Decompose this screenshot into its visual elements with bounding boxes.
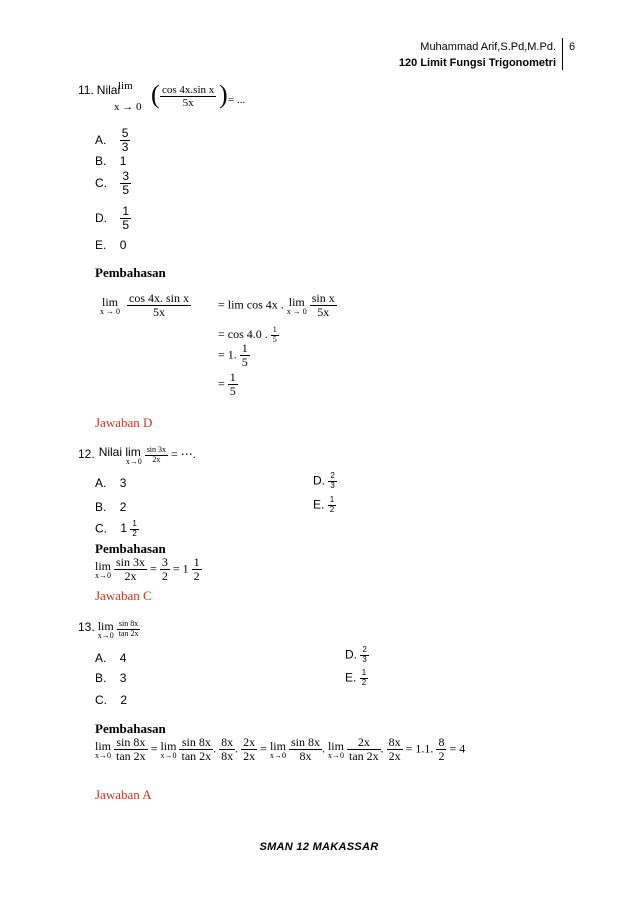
footer-school: SMAN 12 MAKASSAR — [259, 841, 379, 853]
step-den: 2 — [161, 569, 168, 584]
option-den: 3 — [362, 654, 367, 664]
step-den: 2x — [388, 749, 401, 764]
option-letter: E. — [95, 238, 107, 252]
q12-option-c — [95, 520, 139, 539]
option-den: 5 — [122, 218, 130, 233]
step-num: sin 8x — [114, 736, 148, 750]
option-num: 1 — [361, 668, 367, 677]
step-text: = 1. — [218, 347, 237, 362]
limit-operator: lim x → 0 — [100, 294, 120, 316]
question-11 — [78, 83, 120, 98]
step-num: 1 — [272, 325, 277, 334]
q13-option-a — [95, 651, 126, 665]
step-den: 8x — [221, 749, 234, 764]
option-letter: E. — [345, 670, 357, 685]
header-divider — [562, 38, 563, 70]
limit-operator: lim x→0 — [95, 738, 112, 760]
q12-number: 12. — [78, 447, 95, 462]
option-den: 3 — [121, 140, 129, 155]
limit-operator: lim x→0 — [95, 558, 112, 580]
step-num: 1 — [241, 341, 248, 355]
step-den: 2x — [243, 749, 256, 764]
option-den: 2 — [329, 504, 335, 514]
q13-number: 13. — [78, 620, 95, 634]
option-den: 2 — [132, 528, 137, 538]
option-num: 1 — [122, 204, 130, 218]
q13-pembahasan: Pembahasan — [95, 721, 166, 736]
q12-pembahasan: Pembahasan — [95, 541, 166, 556]
option-value: 3 — [119, 671, 127, 685]
step-den: 5 — [229, 384, 236, 399]
option-value: 1 — [119, 154, 127, 168]
q11-step4 — [218, 371, 238, 398]
option-value: 2 — [120, 693, 128, 707]
step-num: sin 3x — [116, 555, 146, 569]
option-letter: C. — [95, 693, 107, 707]
limit-operator: lim x → 0 — [286, 294, 307, 316]
option-value: 4 — [119, 651, 127, 665]
option-letter: B. — [95, 500, 107, 514]
step-text: = 1.1. — [405, 741, 434, 756]
limit-operator: lim x→0 — [327, 738, 344, 760]
q12-answer: Jawaban C — [95, 588, 152, 603]
q13-numerator: sin 8x — [117, 620, 141, 630]
option-letter: A. — [95, 476, 107, 490]
option-num: 2 — [362, 645, 367, 654]
q11-tail: = ... — [228, 94, 246, 106]
q12-solution — [95, 556, 202, 583]
step-den: 5x — [153, 305, 165, 320]
q12-option-b — [95, 500, 126, 514]
q13-option-c — [95, 693, 127, 707]
q11-numerator: cos 4x.sin x — [162, 84, 215, 96]
step-num: 1 — [229, 370, 236, 384]
q11-option-a — [95, 127, 130, 154]
question-12 — [78, 446, 196, 466]
q13-denominator: tan 2x — [118, 628, 139, 638]
q13-option-b — [95, 671, 126, 685]
q11-option-d — [95, 205, 131, 232]
q11-denominator: 5x — [182, 97, 194, 110]
step-text: = — [150, 561, 157, 576]
step-num: 8x — [221, 735, 234, 749]
step-text: = — [260, 741, 267, 756]
option-letter: B. — [95, 671, 107, 685]
q11-step1 — [100, 292, 191, 319]
q11-pembahasan: Pembahasan — [95, 265, 166, 280]
header-author: Muhammad Arif,S.Pd,M.Pd. — [420, 41, 556, 53]
step-den: 5 — [272, 334, 277, 344]
q11-lim-sub: x → 0 — [114, 101, 142, 113]
step-text: = 1 — [172, 561, 189, 576]
option-num: 1 — [132, 519, 137, 528]
option-letter: E. — [313, 497, 325, 512]
limit-operator: lim x→0 — [269, 738, 286, 760]
step-den: 2 — [193, 569, 200, 584]
q11-lim: lim — [118, 80, 133, 92]
step-den: tan 2x — [116, 749, 146, 764]
option-den: 2 — [361, 677, 367, 687]
step-num: 2x — [243, 735, 256, 749]
q12-tail: = ⋯. — [171, 447, 196, 462]
q11-option-b — [95, 154, 126, 168]
step-num: 1 — [193, 555, 200, 569]
option-letter: D. — [95, 210, 107, 225]
q11-option-c — [95, 170, 131, 197]
step-num: 3 — [161, 555, 168, 569]
option-value: 3 — [119, 476, 127, 490]
step-text: = lim cos 4x . — [218, 297, 284, 312]
q11-intro: Nilai — [96, 83, 121, 97]
step-den: 5x — [317, 305, 330, 320]
step-den: 2 — [438, 749, 445, 764]
limit-operator: lim x→0 — [160, 738, 177, 760]
option-letter: C. — [95, 175, 107, 190]
q11-step1-right — [218, 292, 337, 319]
option-letter: A. — [95, 132, 107, 147]
step-num: 8x — [388, 735, 401, 749]
step-den: 2x — [124, 569, 137, 584]
step-text: = — [218, 376, 225, 391]
option-value: 2 — [119, 500, 127, 514]
option-den: 3 — [330, 480, 335, 490]
option-letter: D. — [345, 647, 357, 662]
step-den: 8x — [299, 749, 312, 764]
option-value: 0 — [119, 238, 127, 252]
q12-numerator: sin 3x — [146, 445, 167, 454]
step-text: = — [150, 741, 158, 756]
option-den: 5 — [122, 183, 130, 198]
page-number: 6 — [569, 41, 576, 53]
step-text: = cos 4.0 . — [218, 327, 268, 342]
step-num: 8 — [438, 735, 445, 749]
step-num: sin x — [311, 291, 335, 305]
q12-option-a — [95, 476, 126, 490]
header-subtitle: 120 Limit Fungsi Trigonometri — [398, 57, 556, 69]
question-13 — [78, 620, 140, 640]
step-num: sin 8x — [179, 736, 213, 750]
option-num: 1 — [329, 495, 335, 504]
q12-denominator: 2x — [152, 454, 161, 464]
step-num: sin 8x — [290, 735, 320, 749]
option-letter: B. — [95, 154, 107, 168]
option-num: 2 — [330, 471, 335, 480]
option-num: 5 — [121, 126, 129, 140]
step-den: tan 2x — [181, 749, 212, 764]
q13-option-e — [345, 669, 368, 688]
step-num: cos 4x. sin x — [129, 291, 189, 305]
option-letter: C. — [95, 521, 107, 536]
option-num: 3 — [122, 169, 130, 183]
q12-option-d — [313, 472, 337, 491]
step-text: = 4 — [449, 741, 466, 756]
q11-option-e — [95, 238, 126, 252]
q11-fraction — [160, 84, 216, 109]
q13-answer: Jawaban A — [95, 787, 152, 802]
q13-solution: lim x→0 $\frac{\sin 8x}{\tan 2x}$ = lim x→0 $\frac{\sin 8x}{\tan 2x}$ . $\frac{8x}{8x}$ . $\frac{2x}{2x}$ = lim x→0 $\frac{\sin 8x}{8x}$ . lim x→0 $\frac{2x}{\tan 2x}$ . $\frac{8x}{2x}$ = 1.1. $\frac{8}{2}$ = 4 — [95, 735, 466, 764]
limit-operator: lim x→0 — [97, 619, 114, 640]
q13-option-d — [345, 646, 369, 665]
q11-paren-left: ( — [151, 80, 160, 109]
q11-number: 11. — [78, 83, 94, 97]
q11-answer: Jawaban D — [95, 415, 153, 430]
step-den: tan 2x — [348, 749, 379, 764]
option-letter: A. — [95, 651, 107, 665]
option-value: 1 — [120, 521, 128, 536]
option-letter: D. — [313, 473, 325, 488]
limit-operator: Nilai lim x→0 — [98, 445, 142, 466]
q12-option-e — [313, 496, 336, 515]
step-num: 2x — [347, 736, 381, 750]
step-den: 5 — [241, 355, 248, 370]
q11-step3 — [218, 342, 250, 369]
q11-paren-right: ) — [219, 80, 228, 109]
